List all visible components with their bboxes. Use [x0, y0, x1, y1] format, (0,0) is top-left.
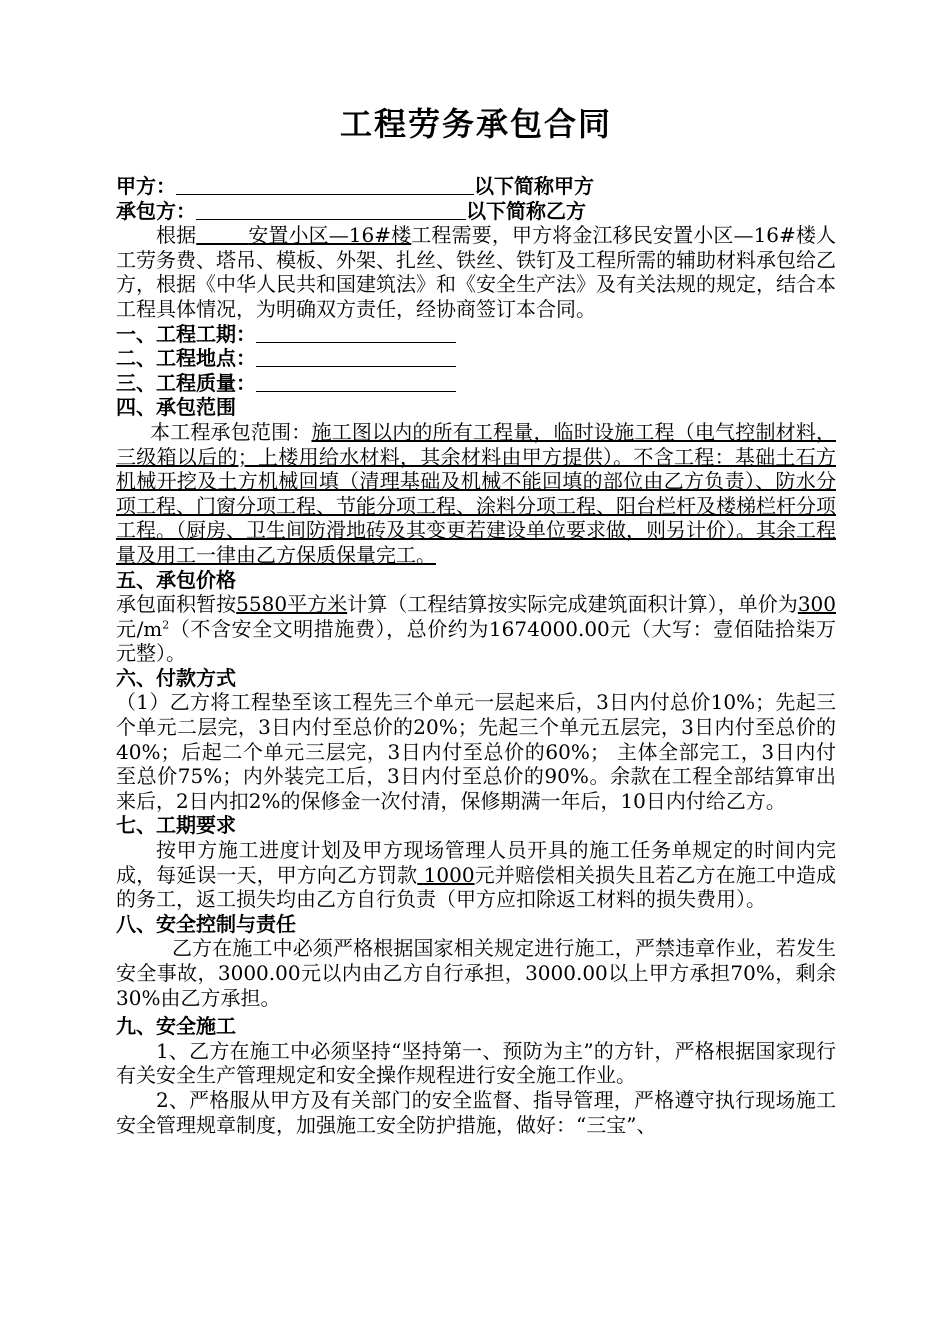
section-1-line — [116, 322, 836, 347]
section-4-paragraph — [116, 420, 836, 568]
section-3-line — [116, 371, 836, 396]
section-2-label: 二、工程地点： — [116, 346, 256, 371]
section-5-heading: 五、承包价格 — [116, 567, 236, 592]
party-b-suffix: 以下简称乙方 — [466, 198, 586, 223]
contract-title: 工程劳务承包合同 — [339, 105, 612, 143]
section-9-item-1: 1、乙方在施工中必须坚持“坚持第一、预防为主”的方针，严格根据国家现行有关安全生产管理规定和安全操作规程进行安全施工作业。 — [116, 1038, 836, 1088]
section-3-label: 三、工程质量： — [116, 370, 256, 395]
party-a-blank — [176, 176, 474, 195]
section-5-paragraph — [116, 592, 836, 666]
schedule-p2: 元并赔偿相关损失且若乙方在施工中造成的务工，返工损失均由乙方自行负责（甲方应扣除返工材料的损失费用）。 — [116, 862, 837, 912]
section-2-blank — [256, 348, 456, 367]
price-p1: 承包面积暂按 — [116, 592, 237, 617]
section-1-blank — [256, 324, 456, 343]
section-6-paragraph: （1）乙方将工程垫至该工程先三个单元一层起来后，3日内付总价10%；先起三个单元二层完，3日内付至总价的20%；先起三个单元五层完，3日内付至总价的40%；后起二个单元三层完，3日内付至总价的60%； 主体全部完工，3日内付至总价75%；内外装完工后，3日内付至总价的90%。余款在工程全部结算审出来后，2日内扣2%的保修金一次付清，保修期满一年后，10日内付给乙方。 — [116, 690, 836, 813]
section-9-item-2: 2、严格服从甲方及有关部门的安全监督、指导管理，严格遵守执行现场施工安全管理规章制度，加强施工安全防护措施，做好：“三宝”、 — [116, 1087, 836, 1137]
party-b-blank — [196, 201, 466, 220]
section-9-heading: 九、安全施工 — [116, 1014, 236, 1039]
price-area: 5580平方米 — [236, 592, 348, 617]
project-name — [196, 223, 411, 247]
party-b-label: 承包方： — [116, 198, 196, 223]
intro-rest: 工程需要，甲方将金江移民安置小区—16#楼人工劳务费、塔吊、模板、外架、扎丝、铁丝、铁钉及工程所需的辅助材料承包给乙方，根据《中华人民共和国建筑法》和《安全生产法》及有关法规的规定，结合本工程具体情况，为明确双方责任，经协商签订本合同。 — [116, 223, 836, 321]
party-a-suffix: 以下简称甲方 — [474, 174, 594, 198]
project-name-text: 安置小区—16#楼 — [248, 223, 412, 248]
scope-text: 施工图以内的所有工程量，临时设施工程（电气控制材料，三级箱以后的；上楼用给水材料，其余材料由甲方提供）。不含工程：基础土石方机械开挖及土方机械回填（清理基础及机械不能回填的部位由乙方负责）、防水分项工程、门窗分项工程、节能分项工程、涂料分项工程、阳台栏杆及楼梯栏杆分项工程。（厨房、卫生间防滑地砖及其变更若建设单位要求做，则另计价）。其余工程量及用工一律由乙方保质保量完工。 — [116, 419, 837, 567]
price-unit-sup: 2 — [162, 618, 170, 632]
intro-paragraph — [116, 223, 836, 321]
section-2-line — [116, 346, 836, 371]
price-p3: （不含安全文明措施费），总价约为1674000.00元（大写：壹佰陆拾柒万元整）。 — [116, 616, 837, 666]
fine-amount — [417, 863, 474, 887]
scope-lead: 本工程承包范围： — [150, 419, 312, 444]
contract-body — [116, 174, 836, 1137]
fine-amount-text: 1000 — [423, 862, 475, 887]
section-7-paragraph — [116, 838, 836, 912]
party-b-line — [116, 199, 836, 224]
price-unit: 元/m — [116, 616, 163, 641]
section-8-paragraph: 乙方在施工中必须严格根据国家相关规定进行施工，严禁违章作业，若发生安全事故，3000.00元以内由乙方自行承担，3000.00以上甲方承担70%，剩余30%由乙方承担。 — [116, 936, 836, 1010]
section-3-blank — [256, 373, 456, 392]
section-7-heading: 七、工期要求 — [116, 813, 236, 838]
section-8-heading: 八、安全控制与责任 — [116, 911, 296, 936]
price-p2: 计算（工程结算按实际完成建筑面积计算），单价为 — [347, 592, 798, 617]
intro-lead: 根据 — [156, 223, 197, 248]
party-a-label: 甲方： — [116, 174, 176, 198]
price-unit-value: 300 — [797, 592, 837, 617]
section-4-heading: 四、承包范围 — [116, 395, 236, 420]
schedule-p1: 按甲方施工进度计划及甲方现场管理人员开具的施工任务单规定的时间内完成，每延误一天，甲方向乙方罚款 — [116, 838, 836, 887]
section-1-label: 一、工程工期： — [116, 321, 256, 346]
party-a-line — [116, 174, 836, 199]
section-6-heading: 六、付款方式 — [116, 665, 236, 690]
